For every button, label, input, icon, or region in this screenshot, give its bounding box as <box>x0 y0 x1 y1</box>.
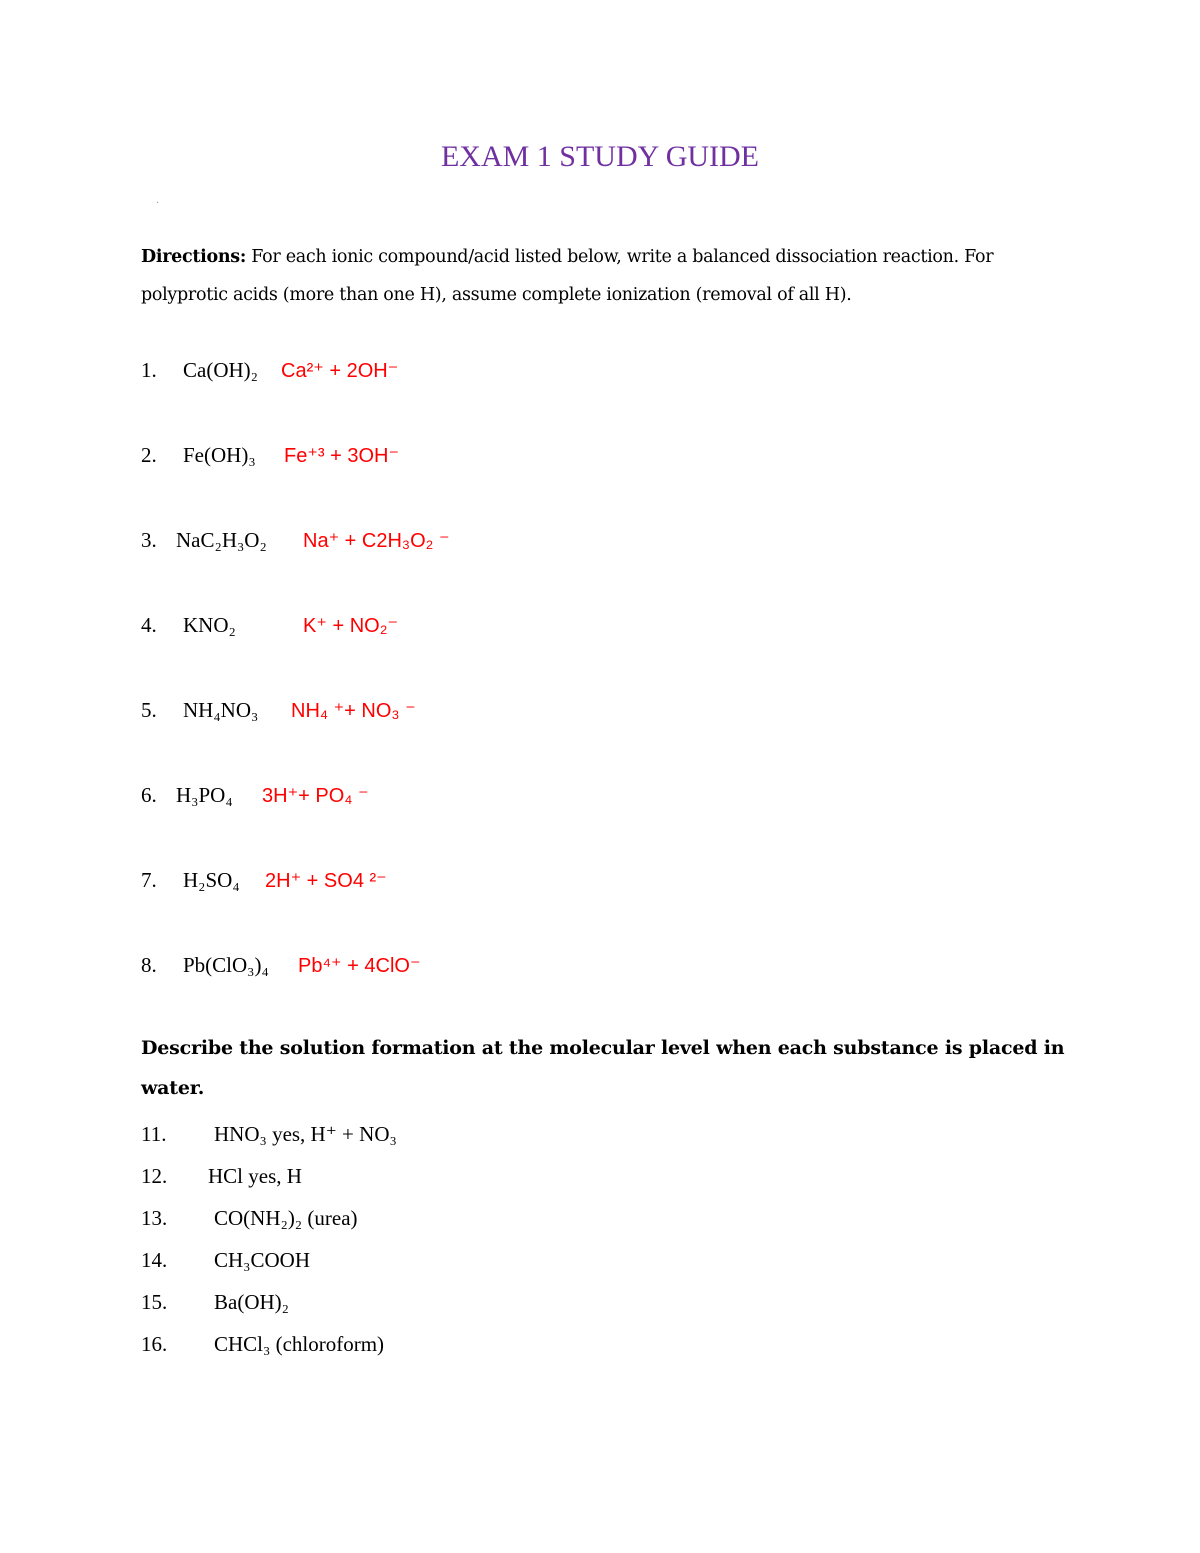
item-answer: 3H⁺+ PO₄ ⁻ <box>262 785 369 807</box>
item-text: CH₃COOH <box>214 1248 310 1272</box>
item-compound: Pb(ClO₃)₄ <box>183 953 269 977</box>
item-number: 4. <box>141 613 157 637</box>
solution-formation-question: Describe the solution formation at the molecular level when each substance is placed in water. <box>141 1037 1065 1099</box>
item-number: 5. <box>141 698 157 722</box>
item-number: 13. <box>141 1206 168 1230</box>
item-answer: NH₄ ⁺+ NO₃ ⁻ <box>291 700 416 722</box>
list-item <box>141 945 421 985</box>
list-item <box>141 1156 302 1196</box>
item-number: 14. <box>141 1248 168 1272</box>
list-item <box>141 605 398 645</box>
item-number: 11. <box>141 1122 167 1146</box>
list-item <box>141 435 399 475</box>
item-compound: NH₄NO₃ <box>183 698 259 722</box>
item-compound: H₂SO₄ <box>183 868 240 892</box>
list-item <box>141 860 387 900</box>
list-item <box>141 1282 289 1322</box>
list-item <box>141 1114 397 1154</box>
list-item <box>141 775 369 815</box>
item-text: HCl yes, H <box>208 1164 302 1188</box>
stray-dot: · <box>156 198 160 209</box>
list-item <box>141 520 450 560</box>
list-item <box>141 1324 384 1364</box>
list-item <box>141 690 416 730</box>
item-compound: Fe(OH)₃ <box>183 443 256 467</box>
directions-paragraph <box>141 238 1041 314</box>
item-number: 7. <box>141 868 157 892</box>
item-text: HNO₃ yes, H⁺ + NO₃ <box>214 1122 397 1146</box>
item-number: 2. <box>141 443 157 467</box>
item-text: CO(NH₂)₂ (urea) <box>214 1206 358 1230</box>
item-compound: NaC₂H₃O₂ <box>176 528 267 552</box>
directions-text: For each ionic compound/acid listed below, write a balanced dissociation reaction. For polyprotic acids (more than one H), assume complete ionization (removal of all H). <box>141 247 994 305</box>
item-compound: H₃PO₄ <box>176 783 233 807</box>
item-number: 15. <box>141 1290 168 1314</box>
item-answer: 2H⁺ + SO4 ²⁻ <box>265 870 387 892</box>
item-answer: Fe⁺³ + 3OH⁻ <box>284 445 400 467</box>
item-answer: Pb⁴⁺ + 4ClO⁻ <box>298 955 421 977</box>
directions-label: Directions: <box>141 247 246 267</box>
item-compound: Ca(OH)₂ <box>183 358 258 382</box>
page-title: EXAM 1 STUDY GUIDE <box>440 140 760 173</box>
item-text: Ba(OH)₂ <box>214 1290 289 1314</box>
item-number: 16. <box>141 1332 168 1356</box>
item-answer: Na⁺ + C2H₃O₂ ⁻ <box>303 530 450 552</box>
item-answer: Ca²⁺ + 2OH⁻ <box>281 360 399 382</box>
list-item <box>141 350 398 390</box>
item-number: 6. <box>141 783 157 807</box>
list-item <box>141 1240 310 1280</box>
item-compound: KNO₂ <box>183 613 236 637</box>
item-answer: K⁺ + NO₂⁻ <box>303 615 399 637</box>
item-number: 1. <box>141 358 157 382</box>
item-text: CHCl₃ (chloroform) <box>214 1332 385 1356</box>
item-number: 3. <box>141 528 157 552</box>
list-item <box>141 1198 358 1238</box>
item-number: 12. <box>141 1164 168 1188</box>
item-number: 8. <box>141 953 157 977</box>
